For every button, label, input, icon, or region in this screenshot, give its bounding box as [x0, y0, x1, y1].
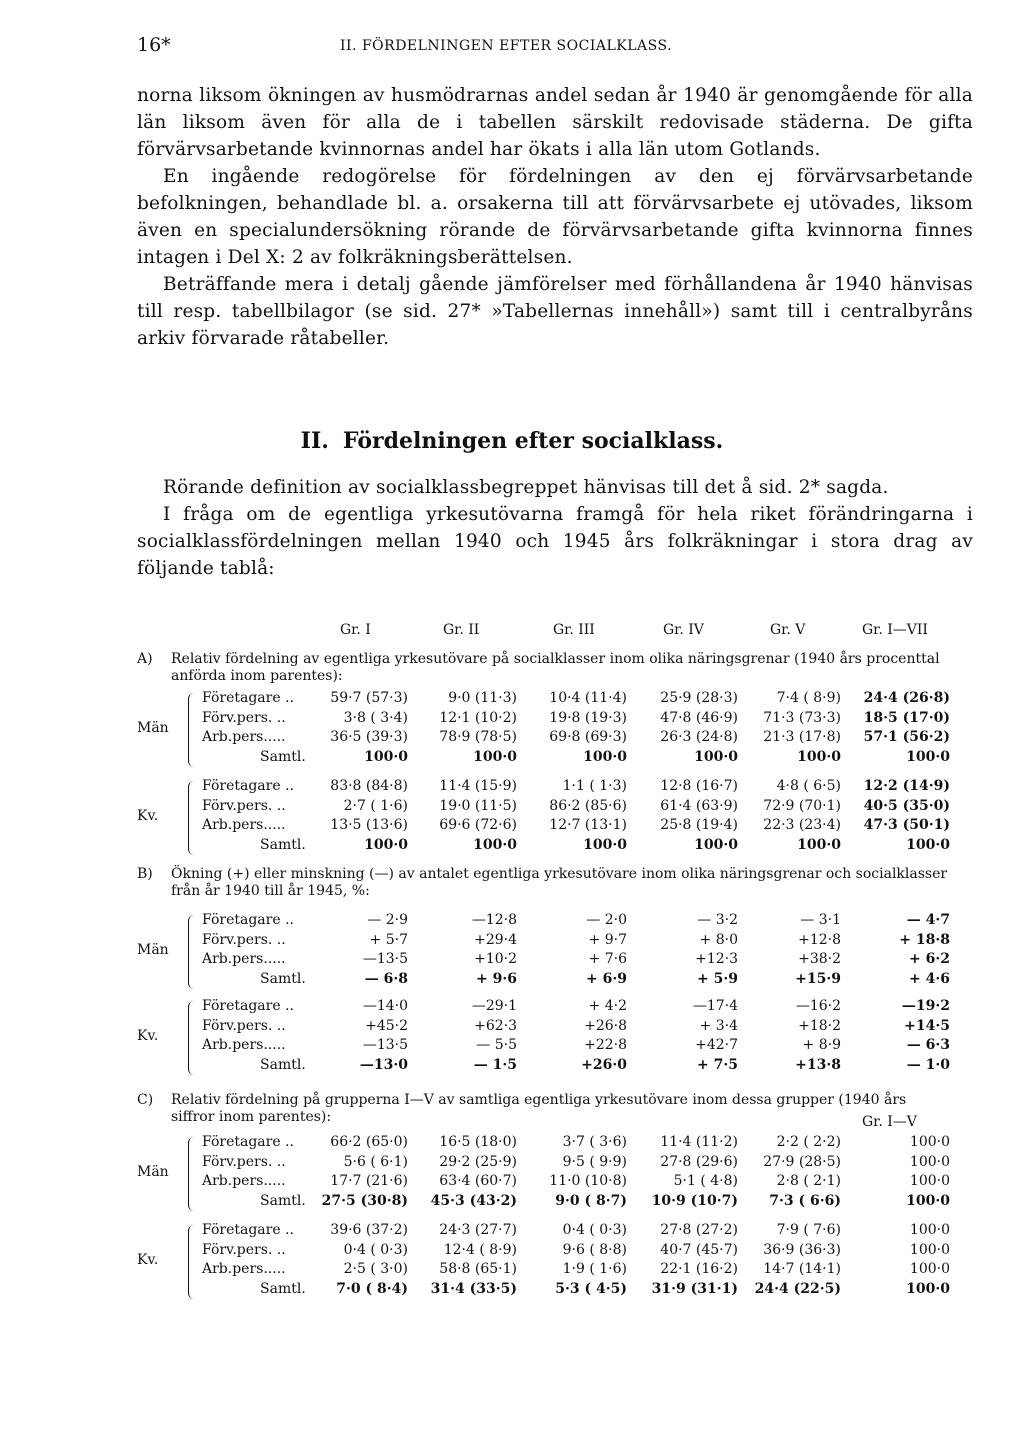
table-cell: +26·0 — [581, 1056, 627, 1073]
table-cell: 83·8 (84·8) — [330, 778, 408, 794]
table-cell: + 4·2 — [588, 998, 627, 1014]
table-cell: — 1·5 — [473, 1056, 517, 1073]
table-cell: +14·5 — [904, 1017, 950, 1034]
table-cell: —19·2 — [901, 998, 950, 1014]
table-cell: 100·0 — [909, 1261, 950, 1277]
table-cell: +29·4 — [474, 931, 517, 948]
table-cell: + 18·8 — [899, 931, 950, 948]
table-cell: + 7·5 — [697, 1056, 738, 1073]
column-header: Gr. I—VII — [862, 622, 928, 638]
table-cell: 5·1 ( 4·8) — [673, 1173, 738, 1189]
group-label: Kv. — [137, 1252, 159, 1269]
table-cell: 9·0 ( 8·7) — [555, 1192, 627, 1209]
section-heading: Fördelningen efter socialklass. — [342, 428, 724, 454]
table-cell: 7·4 ( 8·9) — [776, 690, 841, 706]
table-cell: 11·4 (15·9) — [439, 778, 517, 794]
part-letter: A) — [137, 651, 153, 667]
table-cell: 22·3 (23·4) — [763, 817, 841, 833]
body-paragraph: Rörande definition av socialklassbegreppet hänvisas till det å sid. 2* sagda. — [163, 477, 889, 498]
table-cell: +13·8 — [795, 1056, 841, 1073]
part-letter: B) — [137, 866, 153, 882]
table-cell: 2·7 ( 1·6) — [343, 797, 408, 814]
table-cell: 10·9 (10·7) — [651, 1192, 738, 1209]
table-cell: +26·8 — [584, 1017, 627, 1034]
row-label: Företagare .. — [202, 998, 294, 1014]
table-cell: 7·0 ( 8·4) — [336, 1280, 408, 1297]
table-cell: 71·3 (73·3) — [763, 709, 841, 726]
row-label: Arb.pers..... — [202, 1037, 286, 1053]
table-cell: + 9·6 — [476, 970, 517, 987]
table-cell: 13·5 (13·6) — [330, 817, 408, 833]
table-cell: 12·7 (13·1) — [549, 817, 627, 833]
table-cell: +62·3 — [474, 1017, 517, 1034]
table-cell: +10·2 — [474, 951, 517, 967]
table-cell: 21·3 (17·8) — [763, 729, 841, 745]
intro-paragraph: En ingående redogörelse för fördelningen av den ej förvärvsarbetande befolkningen, behandlade bl. a. orsakerna till att förvärvsarbete ej utövades, liksom även en specialundersökning rörande de förvärvsarbetande gifta kvinnorna finnes intagen i Del X: 2 av folkräkningsberättelsen. — [137, 166, 973, 268]
table-cell: 47·3 (50·1) — [863, 817, 950, 833]
table-cell: 12·8 (16·7) — [660, 778, 738, 794]
brace — [188, 915, 195, 989]
table-cell: + 8·0 — [699, 931, 738, 948]
table-cell: 5·6 ( 6·1) — [343, 1153, 408, 1170]
table-cell: 14·7 (14·1) — [763, 1261, 841, 1277]
table-cell: + 8·9 — [802, 1037, 841, 1053]
table-cell: 100·0 — [906, 836, 950, 853]
table-cell: — 6·3 — [906, 1037, 950, 1053]
table-cell: 57·1 (56·2) — [863, 729, 950, 745]
part-b-caption — [137, 866, 973, 900]
row-label: Företagare .. — [202, 1222, 294, 1238]
table-cell: 11·0 (10·8) — [549, 1173, 627, 1189]
part-caption-text: Ökning (+) eller minskning (—) av antalet egentliga yrkesutövare inom olika näringsgrenar och socialklasser från år 1940 till år 1945, %: — [171, 866, 948, 899]
row-label: Förv.pers. .. — [202, 1153, 286, 1170]
table-cell: 100·0 — [909, 1222, 950, 1238]
table-cell: —14·0 — [362, 998, 408, 1014]
table-cell: 45·3 (43·2) — [430, 1192, 517, 1209]
table-cell: 100·0 — [583, 748, 627, 765]
table-cell: + 5·9 — [697, 970, 738, 987]
table-cell: 40·7 (45·7) — [660, 1241, 738, 1258]
table-cell: 100·0 — [797, 836, 841, 853]
table-cell: —16·2 — [795, 998, 841, 1014]
table-cell: 72·9 (70·1) — [763, 797, 841, 814]
table-cell: — 2·0 — [586, 912, 627, 928]
table-cell: 66·2 (65·0) — [330, 1134, 408, 1150]
table-cell: +45·2 — [365, 1017, 408, 1034]
table-cell: 100·0 — [909, 1173, 950, 1189]
table-cell: + 6·9 — [586, 970, 627, 987]
running-head: II. FÖRDELNINGEN EFTER SOCIALKLASS. — [340, 38, 673, 54]
brace — [188, 693, 195, 767]
table-cell: —12·8 — [471, 912, 517, 928]
row-label: Förv.pers. .. — [202, 1241, 286, 1258]
table-cell: 100·0 — [364, 836, 408, 853]
table-cell: 100·0 — [473, 748, 517, 765]
table-cell: +22·8 — [584, 1037, 627, 1053]
row-label: Förv.pers. .. — [202, 1017, 286, 1034]
column-header: Gr. IV — [663, 622, 704, 638]
table-cell: 10·4 (11·4) — [549, 690, 627, 706]
table-cell: +38·2 — [798, 951, 841, 967]
table-cell: 1·1 ( 1·3) — [562, 778, 627, 794]
table-cell: 22·1 (16·2) — [660, 1261, 738, 1277]
table-cell: 0·4 ( 0·3) — [562, 1222, 627, 1238]
part-c-column-label: Gr. I—V — [862, 1114, 917, 1130]
row-label: Samtl. — [260, 1280, 306, 1297]
table-cell: — 3·1 — [800, 912, 841, 928]
table-cell: 100·0 — [906, 1280, 950, 1297]
part-letter: C) — [137, 1092, 154, 1108]
table-cell: 58·8 (65·1) — [439, 1261, 517, 1277]
table-cell: 29·2 (25·9) — [439, 1153, 517, 1170]
table-cell: + 5·7 — [369, 931, 408, 948]
table-cell: 16·5 (18·0) — [439, 1134, 517, 1150]
table-cell: 7·3 ( 6·6) — [769, 1192, 841, 1209]
brace — [188, 1137, 195, 1211]
group-label: Män — [137, 1164, 169, 1181]
table-cell: 100·0 — [364, 748, 408, 765]
table-cell: —13·5 — [362, 951, 408, 967]
table-cell: +18·2 — [798, 1017, 841, 1034]
row-label: Arb.pers..... — [202, 729, 286, 745]
table-cell: 100·0 — [797, 748, 841, 765]
brace — [188, 1225, 195, 1299]
table-cell: +15·9 — [795, 970, 841, 987]
table-cell: — 4·7 — [906, 912, 950, 928]
table-cell: 9·0 (11·3) — [448, 690, 517, 706]
table-cell: 31·9 (31·1) — [651, 1280, 738, 1297]
table-cell: 100·0 — [473, 836, 517, 853]
table-cell: + 7·6 — [588, 951, 627, 967]
part-caption-text: Relativ fördelning på grupperna I—V av samtliga egentliga yrkesutövare inom dessa grupper (1940 års siffror inom parentes): — [171, 1092, 907, 1125]
table-cell: + 6·2 — [909, 951, 950, 967]
intro-paragraph: Beträffande mera i detalj gående jämförelser med förhållandena år 1940 hänvisas till resp. tabellbilagor (se sid. 27* »Tabellernas innehåll») samt till i centralbyråns arkiv förvarade råtabeller. — [137, 274, 973, 349]
section-number: II. — [300, 428, 329, 454]
table-cell: — 5·5 — [476, 1037, 517, 1053]
table-cell: — 6·8 — [364, 970, 408, 987]
part-c-caption — [137, 1092, 937, 1126]
table-cell: 100·0 — [909, 1241, 950, 1258]
row-label: Samtl. — [260, 1056, 306, 1073]
table-cell: 3·7 ( 3·6) — [562, 1134, 627, 1150]
row-label: Samtl. — [260, 970, 306, 987]
table-cell: 100·0 — [906, 1192, 950, 1209]
table-cell: 26·3 (24·8) — [660, 729, 738, 745]
table-cell: —29·1 — [471, 998, 517, 1014]
table-cell: 18·5 (17·0) — [863, 709, 950, 726]
table-cell: 12·1 (10·2) — [439, 709, 517, 726]
table-cell: 47·8 (46·9) — [660, 709, 738, 726]
table-cell: 27·9 (28·5) — [763, 1153, 841, 1170]
group-label: Kv. — [137, 808, 159, 825]
table-cell: 36·5 (39·3) — [330, 729, 408, 745]
table-cell: 2·8 ( 2·1) — [776, 1173, 841, 1189]
table-cell: 19·8 (19·3) — [549, 709, 627, 726]
table-cell: 7·9 ( 7·6) — [776, 1222, 841, 1238]
table-cell: 25·8 (19·4) — [660, 817, 738, 833]
table-cell: 5·3 ( 4·5) — [555, 1280, 627, 1297]
table-cell: 59·7 (57·3) — [330, 690, 408, 706]
page-number: 16* — [137, 34, 171, 56]
table-cell: 86·2 (85·6) — [549, 797, 627, 814]
row-label: Företagare .. — [202, 778, 294, 794]
section-title — [0, 428, 1024, 454]
table-cell: 100·0 — [694, 836, 738, 853]
row-label: Förv.pers. .. — [202, 931, 286, 948]
group-label: Kv. — [137, 1028, 159, 1045]
table-cell: 100·0 — [906, 748, 950, 765]
table-cell: 12·4 ( 8·9) — [443, 1241, 517, 1258]
table-cell: 69·8 (69·3) — [549, 729, 627, 745]
table-cell: 100·0 — [694, 748, 738, 765]
row-label: Förv.pers. .. — [202, 709, 286, 726]
table-cell: — 2·9 — [367, 912, 408, 928]
row-label: Samtl. — [260, 748, 306, 765]
table-cell: — 1·0 — [906, 1056, 950, 1073]
row-label: Samtl. — [260, 1192, 306, 1209]
brace — [188, 1001, 195, 1075]
table-cell: 61·4 (63·9) — [660, 797, 738, 814]
table-cell: 63·4 (60·7) — [439, 1173, 517, 1189]
row-label: Arb.pers..... — [202, 817, 286, 833]
table-cell: 3·8 ( 3·4) — [343, 709, 408, 726]
table-cell: 17·7 (21·6) — [330, 1173, 408, 1189]
group-label: Män — [137, 720, 169, 737]
table-cell: —17·4 — [692, 998, 738, 1014]
table-cell: 69·6 (72·6) — [439, 817, 517, 833]
table-cell: 100·0 — [909, 1153, 950, 1170]
table-cell: 100·0 — [909, 1134, 950, 1150]
group-label: Män — [137, 942, 169, 959]
column-header: Gr. II — [443, 622, 480, 638]
table-cell: 27·5 (30·8) — [321, 1192, 408, 1209]
table-cell: 100·0 — [583, 836, 627, 853]
body-paragraph: I fråga om de egentliga yrkesutövarna framgå för hela riket förändringarna i socialklassfördelningen mellan 1940 och 1945 års folkräkningar i stora drag av följande tablå: — [137, 504, 973, 579]
row-label: Arb.pers..... — [202, 1173, 286, 1189]
part-caption-text: Relativ fördelning av egentliga yrkesutövare på socialklasser inom olika näringsgrenar (1940 års procenttal anförda inom parentes): — [171, 651, 940, 684]
table-cell: 9·6 ( 8·8) — [562, 1241, 627, 1258]
table-cell: 11·4 (11·2) — [660, 1134, 738, 1150]
table-cell: 9·5 ( 9·9) — [562, 1153, 627, 1170]
table-cell: 12·2 (14·9) — [863, 778, 950, 794]
table-cell: 24·4 (26·8) — [863, 690, 950, 706]
table-cell: 0·4 ( 0·3) — [343, 1241, 408, 1258]
table-cell: —13·0 — [359, 1056, 408, 1073]
row-label: Arb.pers..... — [202, 1261, 286, 1277]
body-text — [137, 474, 973, 582]
table-cell: 39·6 (37·2) — [330, 1222, 408, 1238]
table-cell: 24·3 (27·7) — [439, 1222, 517, 1238]
brace — [188, 781, 195, 855]
table-cell: 19·0 (11·5) — [439, 797, 517, 814]
table-cell: 31·4 (33·5) — [430, 1280, 517, 1297]
table-cell: 2·5 ( 3·0) — [343, 1261, 408, 1277]
row-label: Företagare .. — [202, 1134, 294, 1150]
table-cell: + 3·4 — [699, 1017, 738, 1034]
table-cell: 27·8 (29·6) — [660, 1153, 738, 1170]
row-label: Företagare .. — [202, 690, 294, 706]
table-cell: 25·9 (28·3) — [660, 690, 738, 706]
row-label: Arb.pers..... — [202, 951, 286, 967]
table-cell: 27·8 (27·2) — [660, 1222, 738, 1238]
row-label: Företagare .. — [202, 912, 294, 928]
table-cell: 36·9 (36·3) — [763, 1241, 841, 1258]
column-header: Gr. III — [553, 622, 595, 638]
column-header: Gr. V — [770, 622, 806, 638]
table-cell: + 9·7 — [588, 931, 627, 948]
column-header: Gr. I — [340, 622, 371, 638]
table-cell: +12·3 — [695, 951, 738, 967]
table-cell: — 3·2 — [697, 912, 738, 928]
table-cell: + 4·6 — [909, 970, 950, 987]
row-label: Samtl. — [260, 836, 306, 853]
table-cell: 24·4 (22·5) — [754, 1280, 841, 1297]
table-cell: 78·9 (78·5) — [439, 729, 517, 745]
table-cell: +42·7 — [695, 1037, 738, 1053]
table-cell: 2·2 ( 2·2) — [776, 1134, 841, 1150]
table-cell: 40·5 (35·0) — [863, 797, 950, 814]
table-cell: —13·5 — [362, 1037, 408, 1053]
table-cell: +12·8 — [798, 931, 841, 948]
row-label: Förv.pers. .. — [202, 797, 286, 814]
table-cell: 4·8 ( 6·5) — [776, 778, 841, 794]
intro-text — [137, 82, 973, 352]
part-a-caption — [137, 651, 973, 685]
intro-paragraph: norna liksom ökningen av husmödrarnas andel sedan år 1940 är genomgående för alla län liksom även för alla de i tabellen särskilt redovisade städerna. De gifta förvärvsarbetande kvinnornas andel har ökats i alla län utom Gotlands. — [137, 85, 973, 160]
table-cell: 1·9 ( 1·6) — [562, 1261, 627, 1277]
